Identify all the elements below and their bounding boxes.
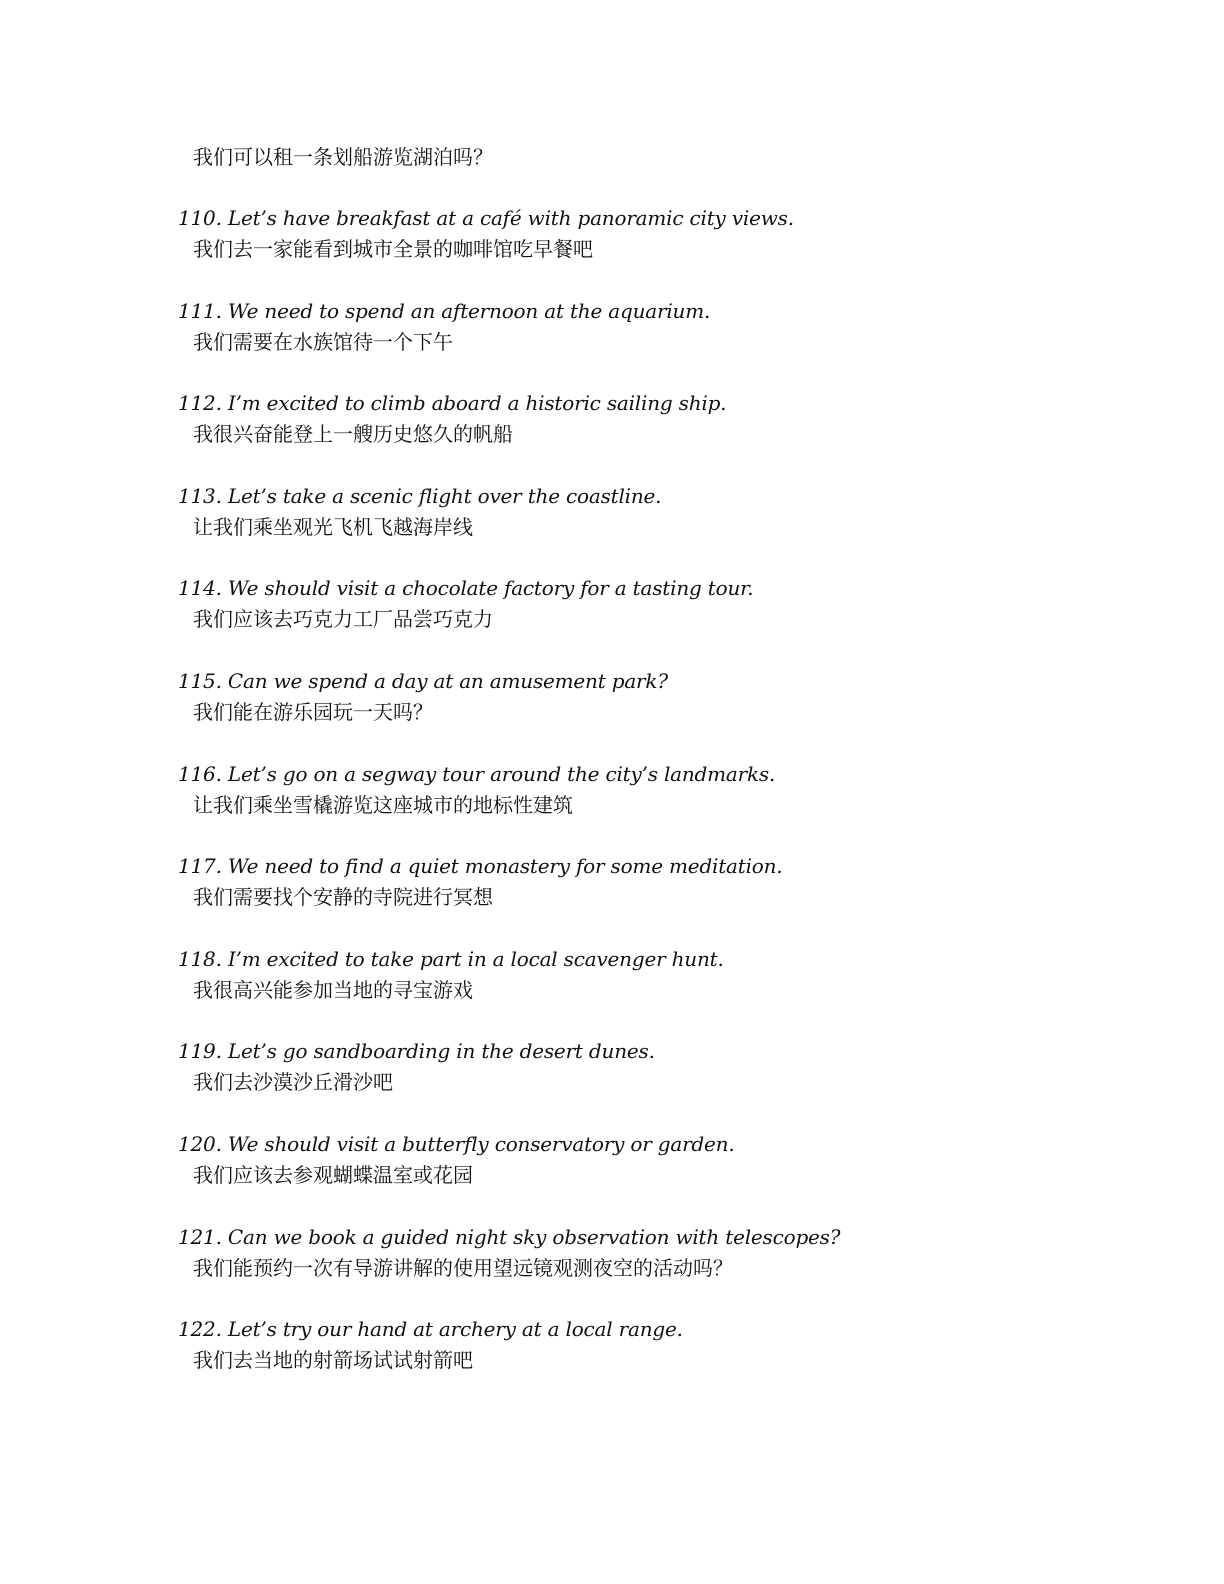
chinese-translation: 让我们乘坐雪橇游览这座城市的地标性建筑	[193, 792, 573, 817]
chinese-translation: 我们能预约一次有导游讲解的使用望远镜观测夜空的活动吗？	[193, 1255, 733, 1280]
english-sentence	[178, 943, 1178, 975]
chinese-translation: 让我们乘坐观光飞机飞越海岸线	[193, 514, 473, 539]
english-sentence	[178, 1221, 1178, 1253]
phrase-entry	[178, 850, 1178, 943]
english-text: Can we spend a day at an amusement park?	[227, 668, 668, 693]
english-sentence	[178, 850, 1178, 882]
chinese-translation: 我们需要找个安静的寺院进行冥想	[193, 885, 493, 910]
phrase-entry	[178, 1313, 1178, 1406]
entry-number: 111 .	[178, 299, 228, 323]
continued-translation: 我们可以租一条划船游览湖泊吗？	[193, 145, 493, 169]
phrase-entry	[178, 387, 1178, 480]
english-text: Let’s have breakfast at a café with panoramic city views.	[227, 206, 794, 230]
english-text: We should visit a chocolate factory for a tasting tour.	[227, 576, 754, 601]
entry-number: 116 .	[178, 762, 228, 786]
english-sentence	[178, 1035, 1178, 1067]
phrase-entry	[178, 1128, 1178, 1221]
entry-number: 122 .	[178, 1317, 228, 1341]
chinese-translation: 我们去沙漠沙丘滑沙吧	[193, 1070, 393, 1095]
english-sentence	[178, 480, 1178, 512]
english-sentence	[178, 572, 1178, 604]
chinese-translation: 我们能在游乐园玩一天吗？	[193, 699, 433, 724]
english-text: Can we book a guided night sky observation with telescopes?	[227, 1224, 841, 1249]
phrase-entry	[178, 202, 1178, 295]
chinese-translation: 我们应该去参观蝴蝶温室或花园	[193, 1162, 473, 1187]
chinese-translation: 我们去当地的射箭场试试射箭吧	[193, 1348, 473, 1373]
chinese-translation: 我很高兴能参加当地的寻宝游戏	[193, 977, 473, 1002]
phrase-entry	[178, 943, 1178, 1036]
phrase-entry	[178, 665, 1178, 758]
entry-number: 114 .	[178, 576, 228, 600]
entry-number: 120 .	[178, 1132, 228, 1156]
english-sentence	[178, 1128, 1178, 1160]
english-text: I’m excited to take part in a local scavenger hunt.	[227, 946, 724, 971]
entry-number: 115 .	[178, 669, 228, 693]
entry-number: 113 .	[178, 484, 228, 508]
english-sentence	[178, 202, 1178, 234]
english-text: Let’s take a scenic flight over the coastline.	[227, 483, 662, 508]
chinese-translation: 我们需要在水族馆待一个下午	[193, 329, 453, 354]
english-sentence	[178, 295, 1178, 327]
entry-number: 110 .	[178, 206, 228, 230]
entry-number: 118 .	[178, 947, 228, 971]
phrase-list	[178, 202, 1178, 1406]
english-sentence	[178, 665, 1178, 697]
phrase-entry	[178, 295, 1178, 388]
english-sentence	[178, 1313, 1178, 1345]
english-sentence	[178, 387, 1178, 419]
english-text: Let’s go sandboarding in the desert dunes.	[227, 1039, 655, 1064]
english-text: Let’s try our hand at archery at a local range.	[227, 1317, 683, 1342]
phrase-entry	[178, 1221, 1178, 1314]
phrase-entry	[178, 480, 1178, 573]
entry-number: 117 .	[178, 854, 228, 878]
chinese-translation: 我们应该去巧克力工厂品尝巧克力	[193, 607, 493, 632]
entry-number: 121 .	[178, 1225, 228, 1249]
phrase-entry	[178, 572, 1178, 665]
english-text: Let’s go on a segway tour around the city’s landmarks.	[227, 761, 776, 786]
phrase-entry	[178, 1035, 1178, 1128]
entry-number: 119 .	[178, 1039, 228, 1063]
chinese-translation: 我们去一家能看到城市全景的咖啡馆吃早餐吧	[193, 237, 593, 261]
english-text: We should visit a butterfly conservatory or garden.	[227, 1131, 735, 1156]
english-sentence	[178, 758, 1178, 790]
phrase-entry	[178, 758, 1178, 851]
english-text: I’m excited to climb aboard a historic sailing ship.	[227, 391, 727, 416]
english-text: We need to spend an afternoon at the aquarium.	[227, 298, 711, 323]
english-text: We need to find a quiet monastery for some meditation.	[227, 854, 783, 879]
chinese-translation: 我很兴奋能登上一艘历史悠久的帆船	[193, 422, 513, 447]
entry-number: 112 .	[178, 391, 228, 415]
